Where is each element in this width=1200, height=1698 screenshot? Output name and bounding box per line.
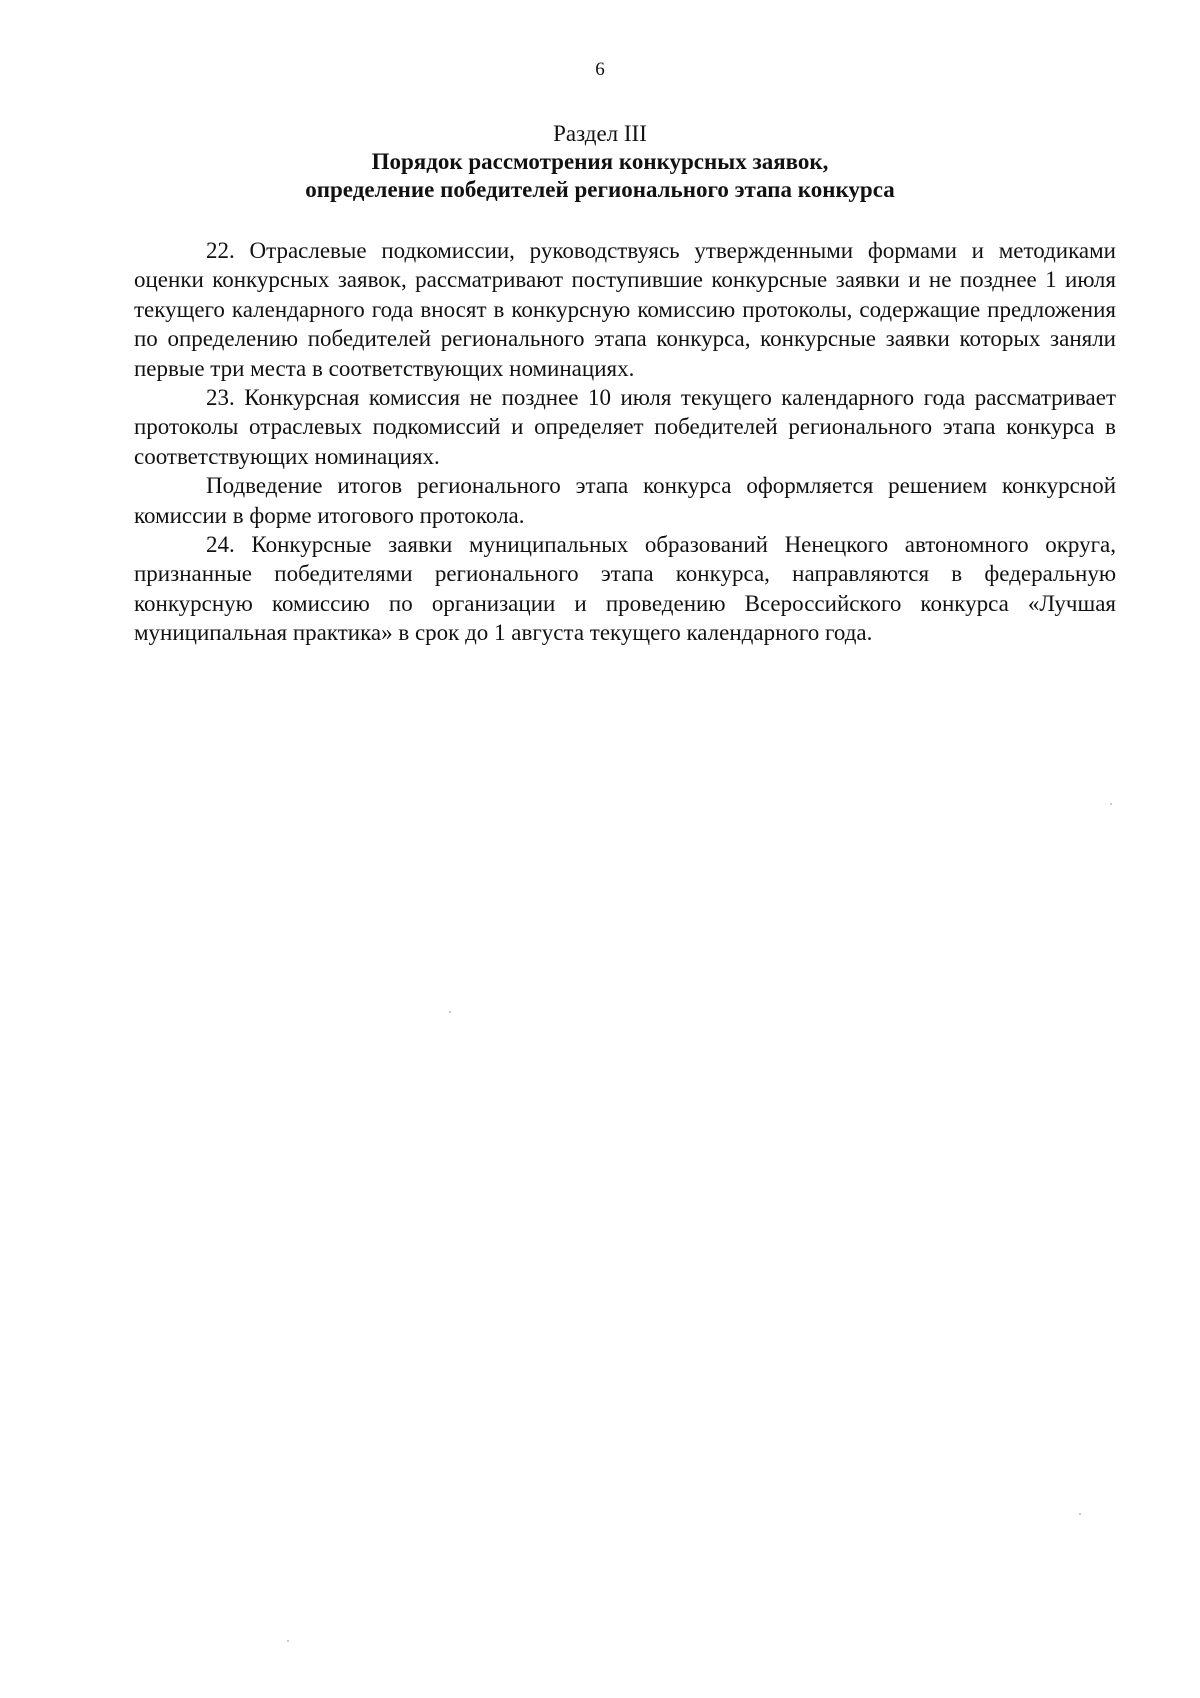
section-heading — [0, 120, 1200, 204]
scan-speck — [449, 1011, 451, 1013]
paragraph-23: 23. Конкурсная комиссия не позднее 10 июля текущего календарного года рассматривает протоколы отраслевых подкомиссий и определяет победителей регионального этапа конкурса в соответствующих номинациях. — [134, 385, 1116, 469]
paragraph-23-summary: Подведение итогов регионального этапа конкурса оформляется решением конкурсной комиссии в форме итогового протокола. — [134, 473, 1116, 528]
scan-speck — [1110, 803, 1112, 805]
section-title-line-2: определение победителей регионального этапа конкурса — [305, 177, 895, 202]
paragraph-24: 24. Конкурсные заявки муниципальных образований Ненецкого автономного округа, признанные победителями регионального этапа конкурса, направляются в федеральную конкурсную комиссию по организации и проведению Всероссийского конкурса «Лучшая муниципальная практика» в срок до 1 августа текущего календарного года. — [134, 532, 1116, 646]
section-title-line-1: Порядок рассмотрения конкурсных заявок, — [371, 149, 829, 174]
document-body — [134, 236, 1116, 648]
scan-speck — [1079, 1513, 1081, 1515]
scan-speck — [287, 1640, 289, 1642]
paragraph-22: 22. Отраслевые подкомиссии, руководствуясь утвержденными формами и методиками оценки конкурсных заявок, рассматривают поступившие конкурсные заявки и не позднее 1 июля текущего календарного года вносят в конкурсную комиссию протоколы, содержащие предложения по определению победителей регионального этапа конкурса, конкурсные заявки которых заняли первые три места в соответствующих номинациях. — [134, 238, 1116, 381]
page-number: 6 — [595, 59, 605, 80]
section-label: Раздел III — [553, 121, 647, 146]
